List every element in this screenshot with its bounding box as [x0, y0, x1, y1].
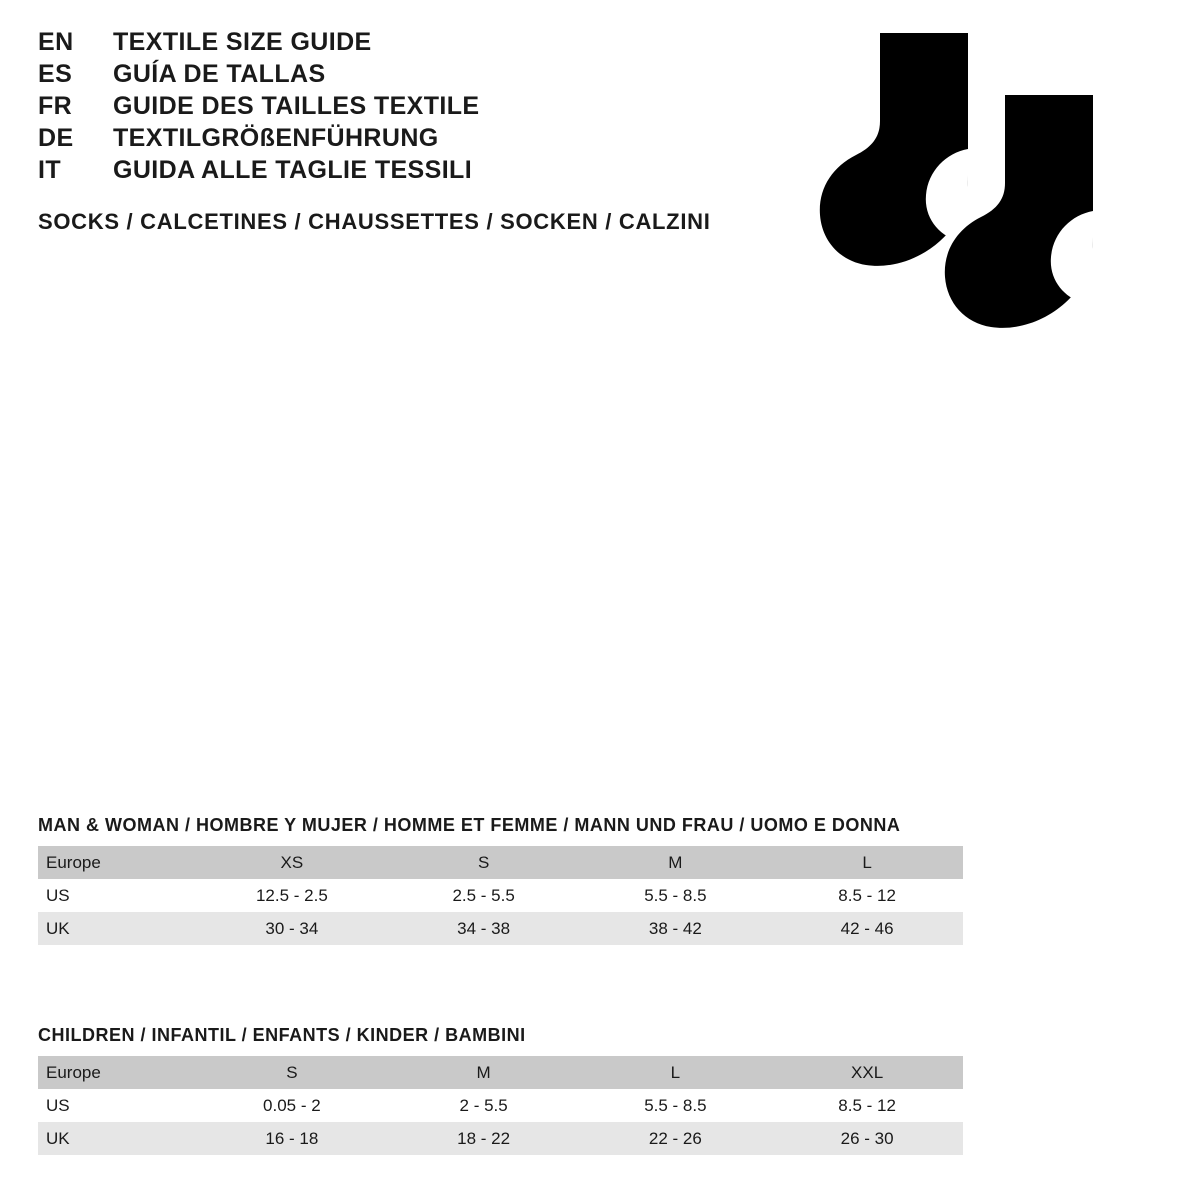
adult-size-table — [38, 846, 963, 945]
adult-header-label: Europe — [46, 852, 101, 872]
adult-us-value-4: 8.5 - 12 — [838, 885, 896, 905]
children-us-label: US — [46, 1095, 70, 1115]
language-row-it — [38, 158, 798, 183]
adult-uk-value-2: 34 - 38 — [457, 918, 511, 938]
language-text-it: GUIDA ALLE TAGLIE TESSILI — [113, 156, 473, 184]
children-size-table — [38, 1056, 963, 1155]
children-header-size-1: S — [286, 1062, 298, 1082]
adult-us-label: US — [46, 885, 70, 905]
children-uk-value-3: 22 - 26 — [648, 1128, 702, 1148]
table-row — [38, 1089, 963, 1122]
language-code-en: EN — [38, 28, 74, 56]
language-row-es — [38, 62, 798, 87]
language-text-fr: GUIDE DES TAILLES TEXTILE — [113, 92, 480, 120]
language-text-de: TEXTILGRÖßENFÜHRUNG — [113, 124, 439, 152]
children-us-value-3: 5.5 - 8.5 — [644, 1095, 707, 1115]
children-uk-value-1: 16 - 18 — [265, 1128, 319, 1148]
table-header-row — [38, 1056, 963, 1089]
adult-uk-label: UK — [46, 918, 70, 938]
language-text-en: TEXTILE SIZE GUIDE — [113, 28, 372, 56]
adult-header-size-3: M — [668, 852, 683, 872]
adult-size-section — [38, 815, 963, 945]
children-header-size-4: XXL — [851, 1062, 884, 1082]
adult-us-value-1: 12.5 - 2.5 — [255, 885, 328, 905]
language-text-es: GUÍA DE TALLAS — [113, 60, 326, 88]
children-us-value-4: 8.5 - 12 — [838, 1095, 896, 1115]
adult-uk-value-1: 30 - 34 — [265, 918, 319, 938]
children-section-title: CHILDREN / INFANTIL / ENFANTS / KINDER / BAMBINI — [38, 1025, 526, 1045]
children-header-label: Europe — [46, 1062, 101, 1082]
language-code-es: ES — [38, 60, 73, 88]
table-row — [38, 1122, 963, 1155]
adult-uk-value-3: 38 - 42 — [648, 918, 702, 938]
adult-us-value-3: 5.5 - 8.5 — [644, 885, 707, 905]
language-code-de: DE — [38, 124, 74, 152]
adult-header-size-1: XS — [280, 852, 304, 872]
children-us-value-2: 2 - 5.5 — [459, 1095, 508, 1115]
language-code-it: IT — [38, 156, 62, 184]
adult-section-title: MAN & WOMAN / HOMBRE Y MUJER / HOMME ET FEMME / MANN UND FRAU / UOMO E DONNA — [38, 815, 901, 835]
language-header — [38, 30, 798, 235]
language-row-fr — [38, 94, 798, 119]
table-header-row — [38, 846, 963, 879]
children-uk-label: UK — [46, 1128, 70, 1148]
children-header-size-3: L — [670, 1062, 681, 1082]
table-row — [38, 912, 963, 945]
adult-header-size-2: S — [477, 852, 490, 872]
children-size-section — [38, 1025, 963, 1155]
adult-us-value-2: 2.5 - 5.5 — [452, 885, 515, 905]
children-us-value-1: 0.05 - 2 — [263, 1095, 321, 1115]
language-row-de — [38, 126, 798, 151]
table-row — [38, 879, 963, 912]
children-header-size-2: M — [476, 1062, 491, 1082]
adult-header-size-4: L — [862, 852, 872, 872]
children-uk-value-2: 18 - 22 — [457, 1128, 511, 1148]
language-row-en — [38, 30, 798, 55]
language-code-fr: FR — [38, 92, 73, 120]
children-uk-value-4: 26 - 30 — [840, 1128, 894, 1148]
product-category-line: SOCKS / CALCETINES / CHAUSSETTES / SOCKEN / CALZINI — [38, 209, 711, 234]
adult-uk-value-4: 42 - 46 — [840, 918, 894, 938]
socks-illustration — [800, 25, 1140, 365]
